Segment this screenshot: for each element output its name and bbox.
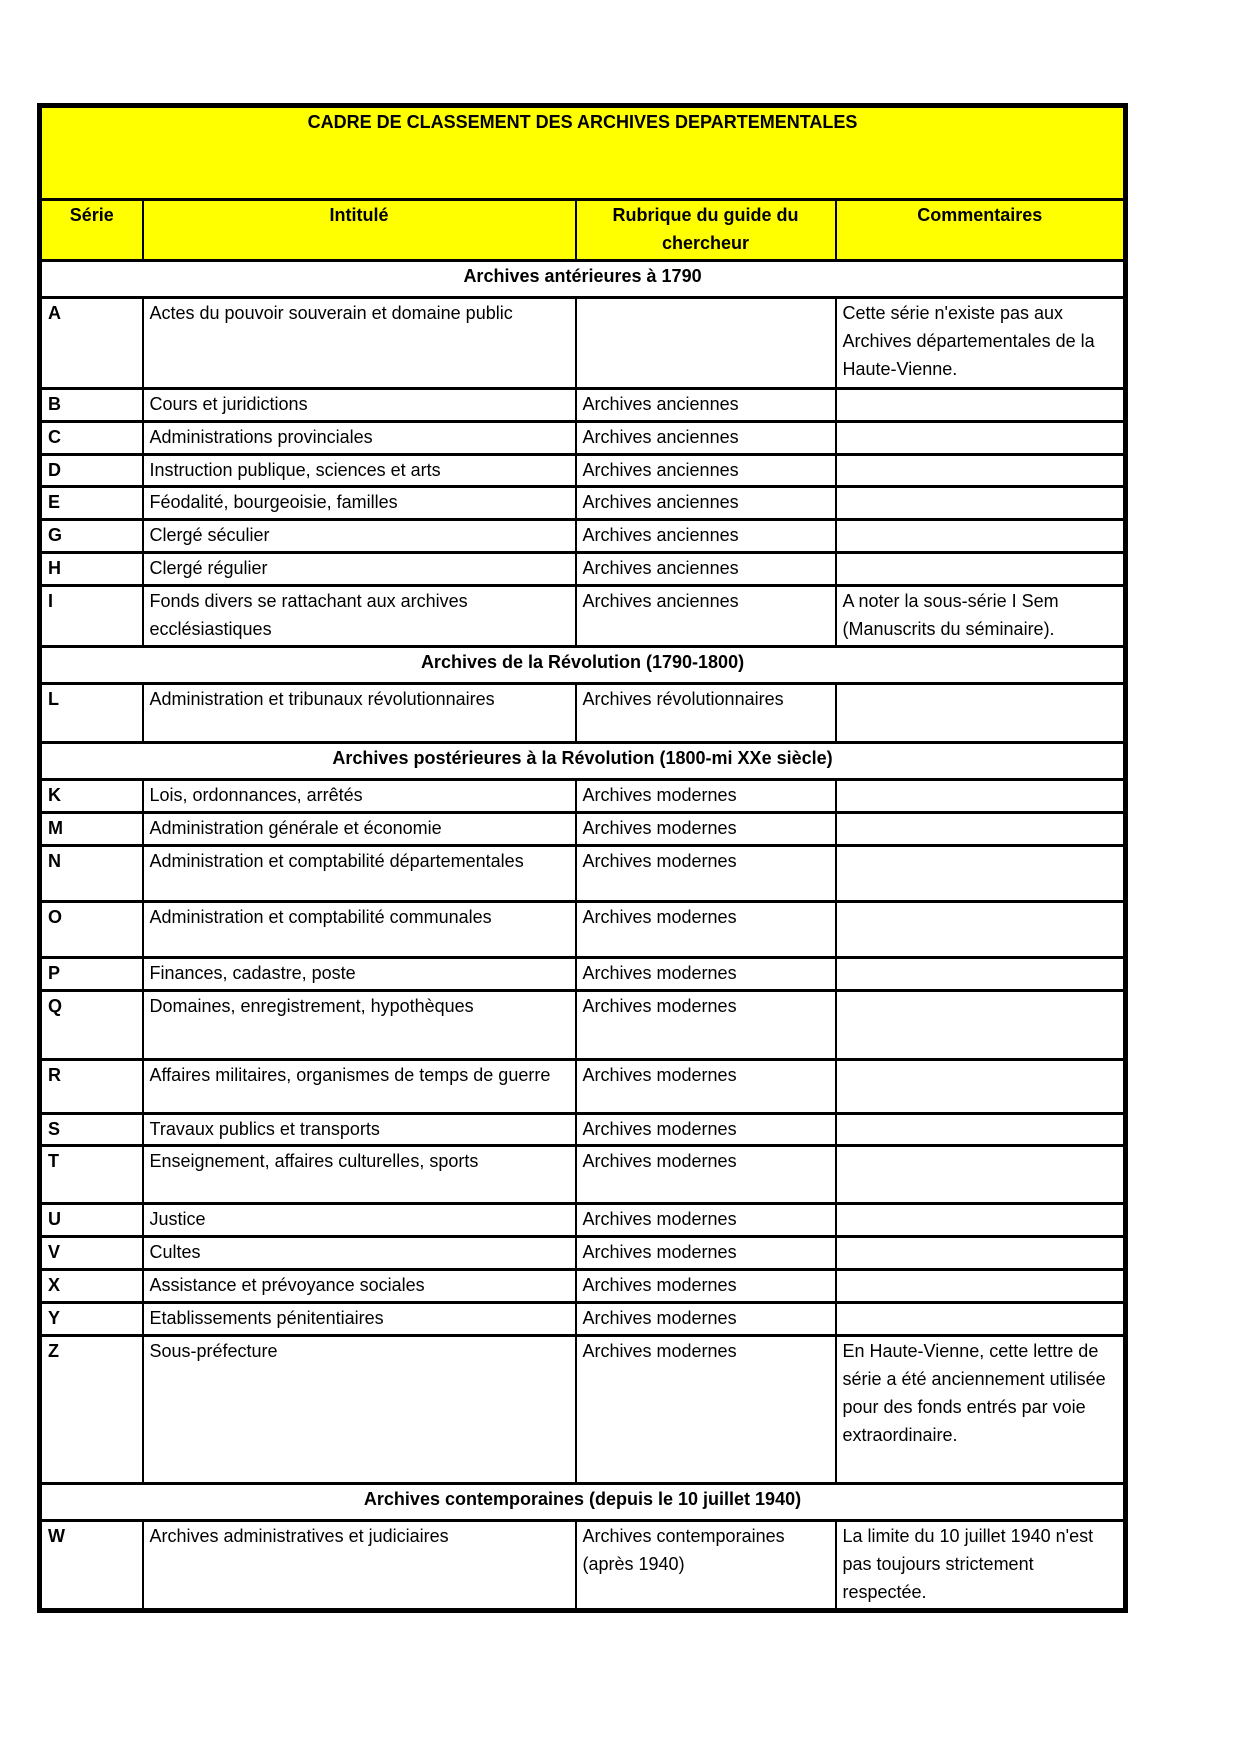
serie-cell: Z: [40, 1336, 143, 1484]
rubrique-cell: Archives modernes: [576, 1336, 836, 1484]
rubrique-cell: Archives modernes: [576, 1204, 836, 1237]
serie-cell: B: [40, 388, 143, 421]
intitule-cell: Féodalité, bourgeoisie, familles: [143, 487, 576, 520]
intitule-cell: Clergé régulier: [143, 553, 576, 586]
rubrique-cell: Archives révolutionnaires: [576, 683, 836, 742]
column-header-intitule: Intitulé: [143, 200, 576, 261]
column-header-rubrique: Rubrique du guide du chercheur: [576, 200, 836, 261]
commentaires-cell: Cette série n'existe pas aux Archives départementales de la Haute-Vienne.: [836, 297, 1126, 388]
table-row: [40, 487, 1126, 520]
table-row: [40, 683, 1126, 742]
rubrique-cell: Archives modernes: [576, 1113, 836, 1146]
table-row: [40, 957, 1126, 990]
commentaires-cell: [836, 487, 1126, 520]
commentaires-cell: [836, 553, 1126, 586]
intitule-cell: Administration générale et économie: [143, 812, 576, 845]
rubrique-cell: Archives modernes: [576, 990, 836, 1059]
table-row: [40, 1521, 1126, 1611]
rubrique-cell: Archives modernes: [576, 901, 836, 957]
table-row: [40, 990, 1126, 1059]
commentaires-cell: [836, 1146, 1126, 1204]
commentaires-cell: La limite du 10 juillet 1940 n'est pas toujours strictement respectée.: [836, 1521, 1126, 1611]
table-row: [40, 1237, 1126, 1270]
table-row: [40, 1204, 1126, 1237]
intitule-cell: Enseignement, affaires culturelles, sports: [143, 1146, 576, 1204]
commentaires-cell: [836, 957, 1126, 990]
commentaires-cell: A noter la sous-série I Sem (Manuscrits du séminaire).: [836, 586, 1126, 647]
intitule-cell: Administration et tribunaux révolutionnaires: [143, 683, 576, 742]
intitule-cell: Finances, cadastre, poste: [143, 957, 576, 990]
commentaires-cell: [836, 1059, 1126, 1113]
serie-cell: X: [40, 1270, 143, 1303]
rubrique-cell: Archives modernes: [576, 1237, 836, 1270]
commentaires-cell: [836, 1204, 1126, 1237]
section-heading: Archives antérieures à 1790: [40, 260, 1126, 297]
rubrique-cell: Archives modernes: [576, 1059, 836, 1113]
section-row: [40, 260, 1126, 297]
rubrique-cell: Archives contemporaines (après 1940): [576, 1521, 836, 1611]
rubrique-cell: Archives modernes: [576, 812, 836, 845]
section-row: [40, 646, 1126, 683]
serie-cell: M: [40, 812, 143, 845]
table-row: [40, 586, 1126, 647]
rubrique-cell: Archives anciennes: [576, 487, 836, 520]
commentaires-cell: [836, 683, 1126, 742]
serie-cell: U: [40, 1204, 143, 1237]
classification-table: [37, 103, 1128, 1613]
rubrique-cell: Archives modernes: [576, 1270, 836, 1303]
commentaires-cell: [836, 990, 1126, 1059]
table-row: [40, 553, 1126, 586]
column-header-commentaires: Commentaires: [836, 200, 1126, 261]
table-title: CADRE DE CLASSEMENT DES ARCHIVES DEPARTEMENTALES: [40, 106, 1126, 200]
commentaires-cell: [836, 520, 1126, 553]
table-row: [40, 1059, 1126, 1113]
intitule-cell: Clergé séculier: [143, 520, 576, 553]
rubrique-cell: Archives anciennes: [576, 586, 836, 647]
table-row: [40, 1270, 1126, 1303]
intitule-cell: Etablissements pénitentiaires: [143, 1303, 576, 1336]
column-header-serie: Série: [40, 200, 143, 261]
serie-cell: S: [40, 1113, 143, 1146]
serie-cell: P: [40, 957, 143, 990]
title-row: [40, 106, 1126, 200]
serie-cell: T: [40, 1146, 143, 1204]
rubrique-cell: Archives anciennes: [576, 553, 836, 586]
serie-cell: N: [40, 845, 143, 901]
table-row: [40, 845, 1126, 901]
table-row: [40, 812, 1126, 845]
section-heading: Archives postérieures à la Révolution (1800-mi XXe siècle): [40, 742, 1126, 779]
table-row: [40, 1146, 1126, 1204]
serie-cell: E: [40, 487, 143, 520]
commentaires-cell: [836, 1237, 1126, 1270]
table-row: [40, 1113, 1126, 1146]
rubrique-cell: Archives anciennes: [576, 388, 836, 421]
intitule-cell: Lois, ordonnances, arrêtés: [143, 779, 576, 812]
serie-cell: G: [40, 520, 143, 553]
table-row: [40, 901, 1126, 957]
serie-cell: I: [40, 586, 143, 647]
rubrique-cell: Archives modernes: [576, 845, 836, 901]
commentaires-cell: [836, 421, 1126, 454]
section-heading: Archives contemporaines (depuis le 10 juillet 1940): [40, 1484, 1126, 1521]
intitule-cell: Cultes: [143, 1237, 576, 1270]
rubrique-cell: [576, 297, 836, 388]
intitule-cell: Justice: [143, 1204, 576, 1237]
serie-cell: W: [40, 1521, 143, 1611]
serie-cell: A: [40, 297, 143, 388]
intitule-cell: Administration et comptabilité communales: [143, 901, 576, 957]
rubrique-cell: Archives modernes: [576, 1303, 836, 1336]
table-row: [40, 454, 1126, 487]
intitule-cell: Affaires militaires, organismes de temps de guerre: [143, 1059, 576, 1113]
commentaires-cell: [836, 1303, 1126, 1336]
rubrique-cell: Archives anciennes: [576, 421, 836, 454]
commentaires-cell: [836, 901, 1126, 957]
intitule-cell: Administrations provinciales: [143, 421, 576, 454]
commentaires-cell: [836, 1270, 1126, 1303]
table-row: [40, 421, 1126, 454]
commentaires-cell: [836, 388, 1126, 421]
serie-cell: D: [40, 454, 143, 487]
intitule-cell: Fonds divers se rattachant aux archives ecclésiastiques: [143, 586, 576, 647]
section-heading: Archives de la Révolution (1790-1800): [40, 646, 1126, 683]
serie-cell: H: [40, 553, 143, 586]
rubrique-cell: Archives anciennes: [576, 520, 836, 553]
table-row: [40, 297, 1126, 388]
intitule-cell: Assistance et prévoyance sociales: [143, 1270, 576, 1303]
commentaires-cell: En Haute-Vienne, cette lettre de série a été anciennement utilisée pour des fonds entrés par voie extraordinaire.: [836, 1336, 1126, 1484]
table-row: [40, 1336, 1126, 1484]
rubrique-cell: Archives modernes: [576, 1146, 836, 1204]
intitule-cell: Archives administratives et judiciaires: [143, 1521, 576, 1611]
intitule-cell: Sous-préfecture: [143, 1336, 576, 1484]
intitule-cell: Instruction publique, sciences et arts: [143, 454, 576, 487]
commentaires-cell: [836, 779, 1126, 812]
table-row: [40, 779, 1126, 812]
intitule-cell: Domaines, enregistrement, hypothèques: [143, 990, 576, 1059]
serie-cell: Y: [40, 1303, 143, 1336]
serie-cell: C: [40, 421, 143, 454]
rubrique-cell: Archives anciennes: [576, 454, 836, 487]
commentaires-cell: [836, 812, 1126, 845]
table-row: [40, 520, 1126, 553]
intitule-cell: Administration et comptabilité départementales: [143, 845, 576, 901]
section-row: [40, 742, 1126, 779]
table-row: [40, 388, 1126, 421]
table-row: [40, 1303, 1126, 1336]
intitule-cell: Actes du pouvoir souverain et domaine public: [143, 297, 576, 388]
rubrique-cell: Archives modernes: [576, 779, 836, 812]
commentaires-cell: [836, 845, 1126, 901]
section-row: [40, 1484, 1126, 1521]
serie-cell: O: [40, 901, 143, 957]
serie-cell: K: [40, 779, 143, 812]
serie-cell: V: [40, 1237, 143, 1270]
rubrique-cell: Archives modernes: [576, 957, 836, 990]
commentaires-cell: [836, 454, 1126, 487]
intitule-cell: Travaux publics et transports: [143, 1113, 576, 1146]
intitule-cell: Cours et juridictions: [143, 388, 576, 421]
column-header-row: [40, 200, 1126, 261]
serie-cell: L: [40, 683, 143, 742]
serie-cell: R: [40, 1059, 143, 1113]
serie-cell: Q: [40, 990, 143, 1059]
commentaires-cell: [836, 1113, 1126, 1146]
